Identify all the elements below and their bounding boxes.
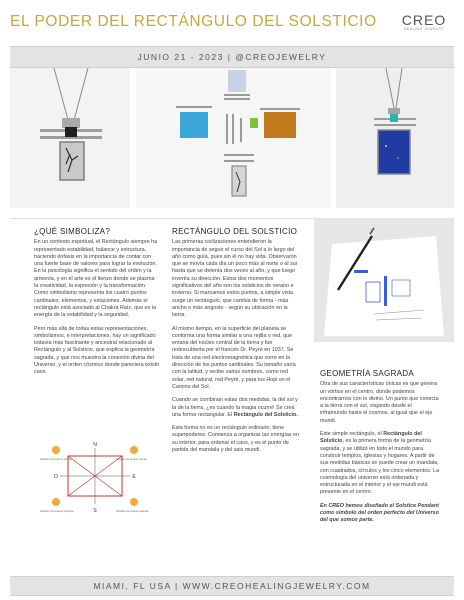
- page-title: EL PODER DEL RECTÁNGULO DEL SOLSTICIO: [10, 13, 377, 30]
- solstice-paragraph-3-bold: Rectángulo del Solsticio.: [233, 411, 298, 418]
- column-sacred-geometry: [320, 370, 440, 531]
- sacred-geometry-paragraph-2-rest: , es la primera forma de la geometría sagrada, y se utilizó en todo el mundo para construir templos, iglesias y hogares. A partir de sus medidas básicas se puede crear un mandala, con cuadrados, círculos y los cinco elementos. La cosmología del universo está ordenada y estructurada en el interior y el eje mundi está presente en el centro.: [320, 438, 439, 496]
- logo-wordmark: CREO: [401, 12, 447, 28]
- solstice-paragraph-4: Esta forma no es un rectángulo ordinario, tiene superpoderes. Comienza a organizar las energías en su interior, para ordenar el caos, y es el punto de partida del mandala y del axis mundi.: [172, 425, 300, 454]
- diagram-label: Solsticio de invierno poniente: [40, 510, 74, 513]
- symbolism-paragraph-1: En un contexto espiritual, el Rectángulo siempre ha representado estabilidad, balance y estructura, haciendo énfasis en la importancia de contar con una fuerte base de valores para lograr la evolución. En la psicología significa el sentido del orden y la armonía, y en el arte es el lienzo donde se plasma la creatividad, la expresión y la transformación. Como simbolismo representa los cuatro puntos cardinales, elementos, y estaciones. Además el rectángulo está asociado al Chakra Raíz, que es la energía de la estabilidad y la seguridad.: [34, 239, 158, 319]
- solstice-paragraph-3-text: Cuando se combinan estas dos medidas, la del sol y la de la tierra, ¿es cuando la magia ocurre! Se crea una forma rectangular. El: [172, 397, 298, 418]
- pendant-photo-strip: [10, 68, 454, 208]
- diagram-label: Solsticio de verano oriente: [116, 458, 147, 461]
- diagram-label: Solsticio de invierno oriente: [40, 458, 72, 461]
- column-solstice-rectangle: [172, 228, 300, 460]
- solstice-paragraph-2: Al mismo tiempo, en la superficie del planeta se conforma una forma similar a una rejilla o red, que emana del núcleo central de la tierra y fue redescubierta por el francés Dr. Peyré en 1937. Se trata de una red electromagnética que corre en la dirección de los puntos cardinales. Su tamaño varía con la latitud, y recibe varios nombres, como red solar, red natural, red Peyré, y para los Hopi es el Camino del Sol.: [172, 325, 296, 390]
- solstice-paragraph-1: Las primeras civilizaciones entendieron la importancia de seguir el curso del Sol a lo largo del año como guía, pues sin él no hay vida. Observaron que se movía cada día un poco más al norte o al sur hasta que se detenía dos veces al año, y que luego invertía su dirección. Estos dos momentos significativos del año son los solsticios de verano e invierno. Si marcamos estos puntos, a simple vista surge un rectángulo, que cambia de forma - más ancho o más angosto - según su ubicación en la tierra.: [172, 239, 298, 319]
- diagram-label: Solsticio de verano poniente: [116, 510, 149, 513]
- symbolism-paragraph-2: Pero más allá de todas estas representaciones, simbolismos, e interpretaciones, hay un significado todavía más fascinante y ancestral relacionado al Rectángulo y al Solsticio, que explica la geometría sagrada, y que nos muestra la conexión divina del Universo, y el orden cósmico donde pareciera existir caos.: [34, 325, 160, 376]
- diagram-west-label: O: [54, 474, 58, 480]
- creo-logo: [401, 13, 447, 32]
- date-banner: JUNIO 21 - 2023 | @CREOJEWELRY: [10, 46, 454, 68]
- sacred-geometry-heading: GEOMETRÍA SAGRADA: [320, 369, 415, 378]
- diagram-east-label: E: [132, 474, 136, 480]
- solstice-diagram: [36, 440, 154, 524]
- diagram-south-label: S: [93, 508, 97, 514]
- page-header: [0, 0, 464, 40]
- column-symbolism: [34, 228, 160, 383]
- page-footer: MIAMI, FL USA | WWW.CREOHEALINGJEWELRY.COM: [10, 576, 454, 596]
- pendant-photo-trio: [136, 68, 336, 208]
- diagram-north-label: N: [93, 442, 97, 448]
- sacred-geometry-paragraph-2-bold: Rectángulo del Solsticio: [320, 431, 422, 445]
- pendant-photo-lapis: [336, 68, 454, 208]
- sacred-geometry-paragraph-2-text: Este simple rectángulo, el: [320, 431, 382, 438]
- sketch-photo: [314, 218, 454, 342]
- sacred-geometry-paragraph-1: Otra de sus características únicas es que genera un vórtice en el centro, donde podemos encontrarnos con lo divino. Un punto que conecta a la tierra con el sol, viajando desde el inframundo hasta el cosmos, al igual que el eje mundi.: [320, 381, 439, 424]
- sacred-geometry-paragraph-2: [320, 431, 440, 497]
- sacred-geometry-closing: En CREO hemos diseñado el Solstice Pendant como símbolo del orden perfecto del Universo del que somos parte.: [320, 502, 439, 524]
- pendant-photo-dendrite: [10, 68, 136, 208]
- solstice-heading: RECTÁNGULO DEL SOLSTICIO: [172, 227, 298, 236]
- symbolism-heading: ¿QUÉ SIMBOLIZA?: [34, 227, 111, 236]
- logo-tagline: HEALING JEWELRY: [403, 27, 445, 31]
- solstice-paragraph-3: [172, 397, 300, 419]
